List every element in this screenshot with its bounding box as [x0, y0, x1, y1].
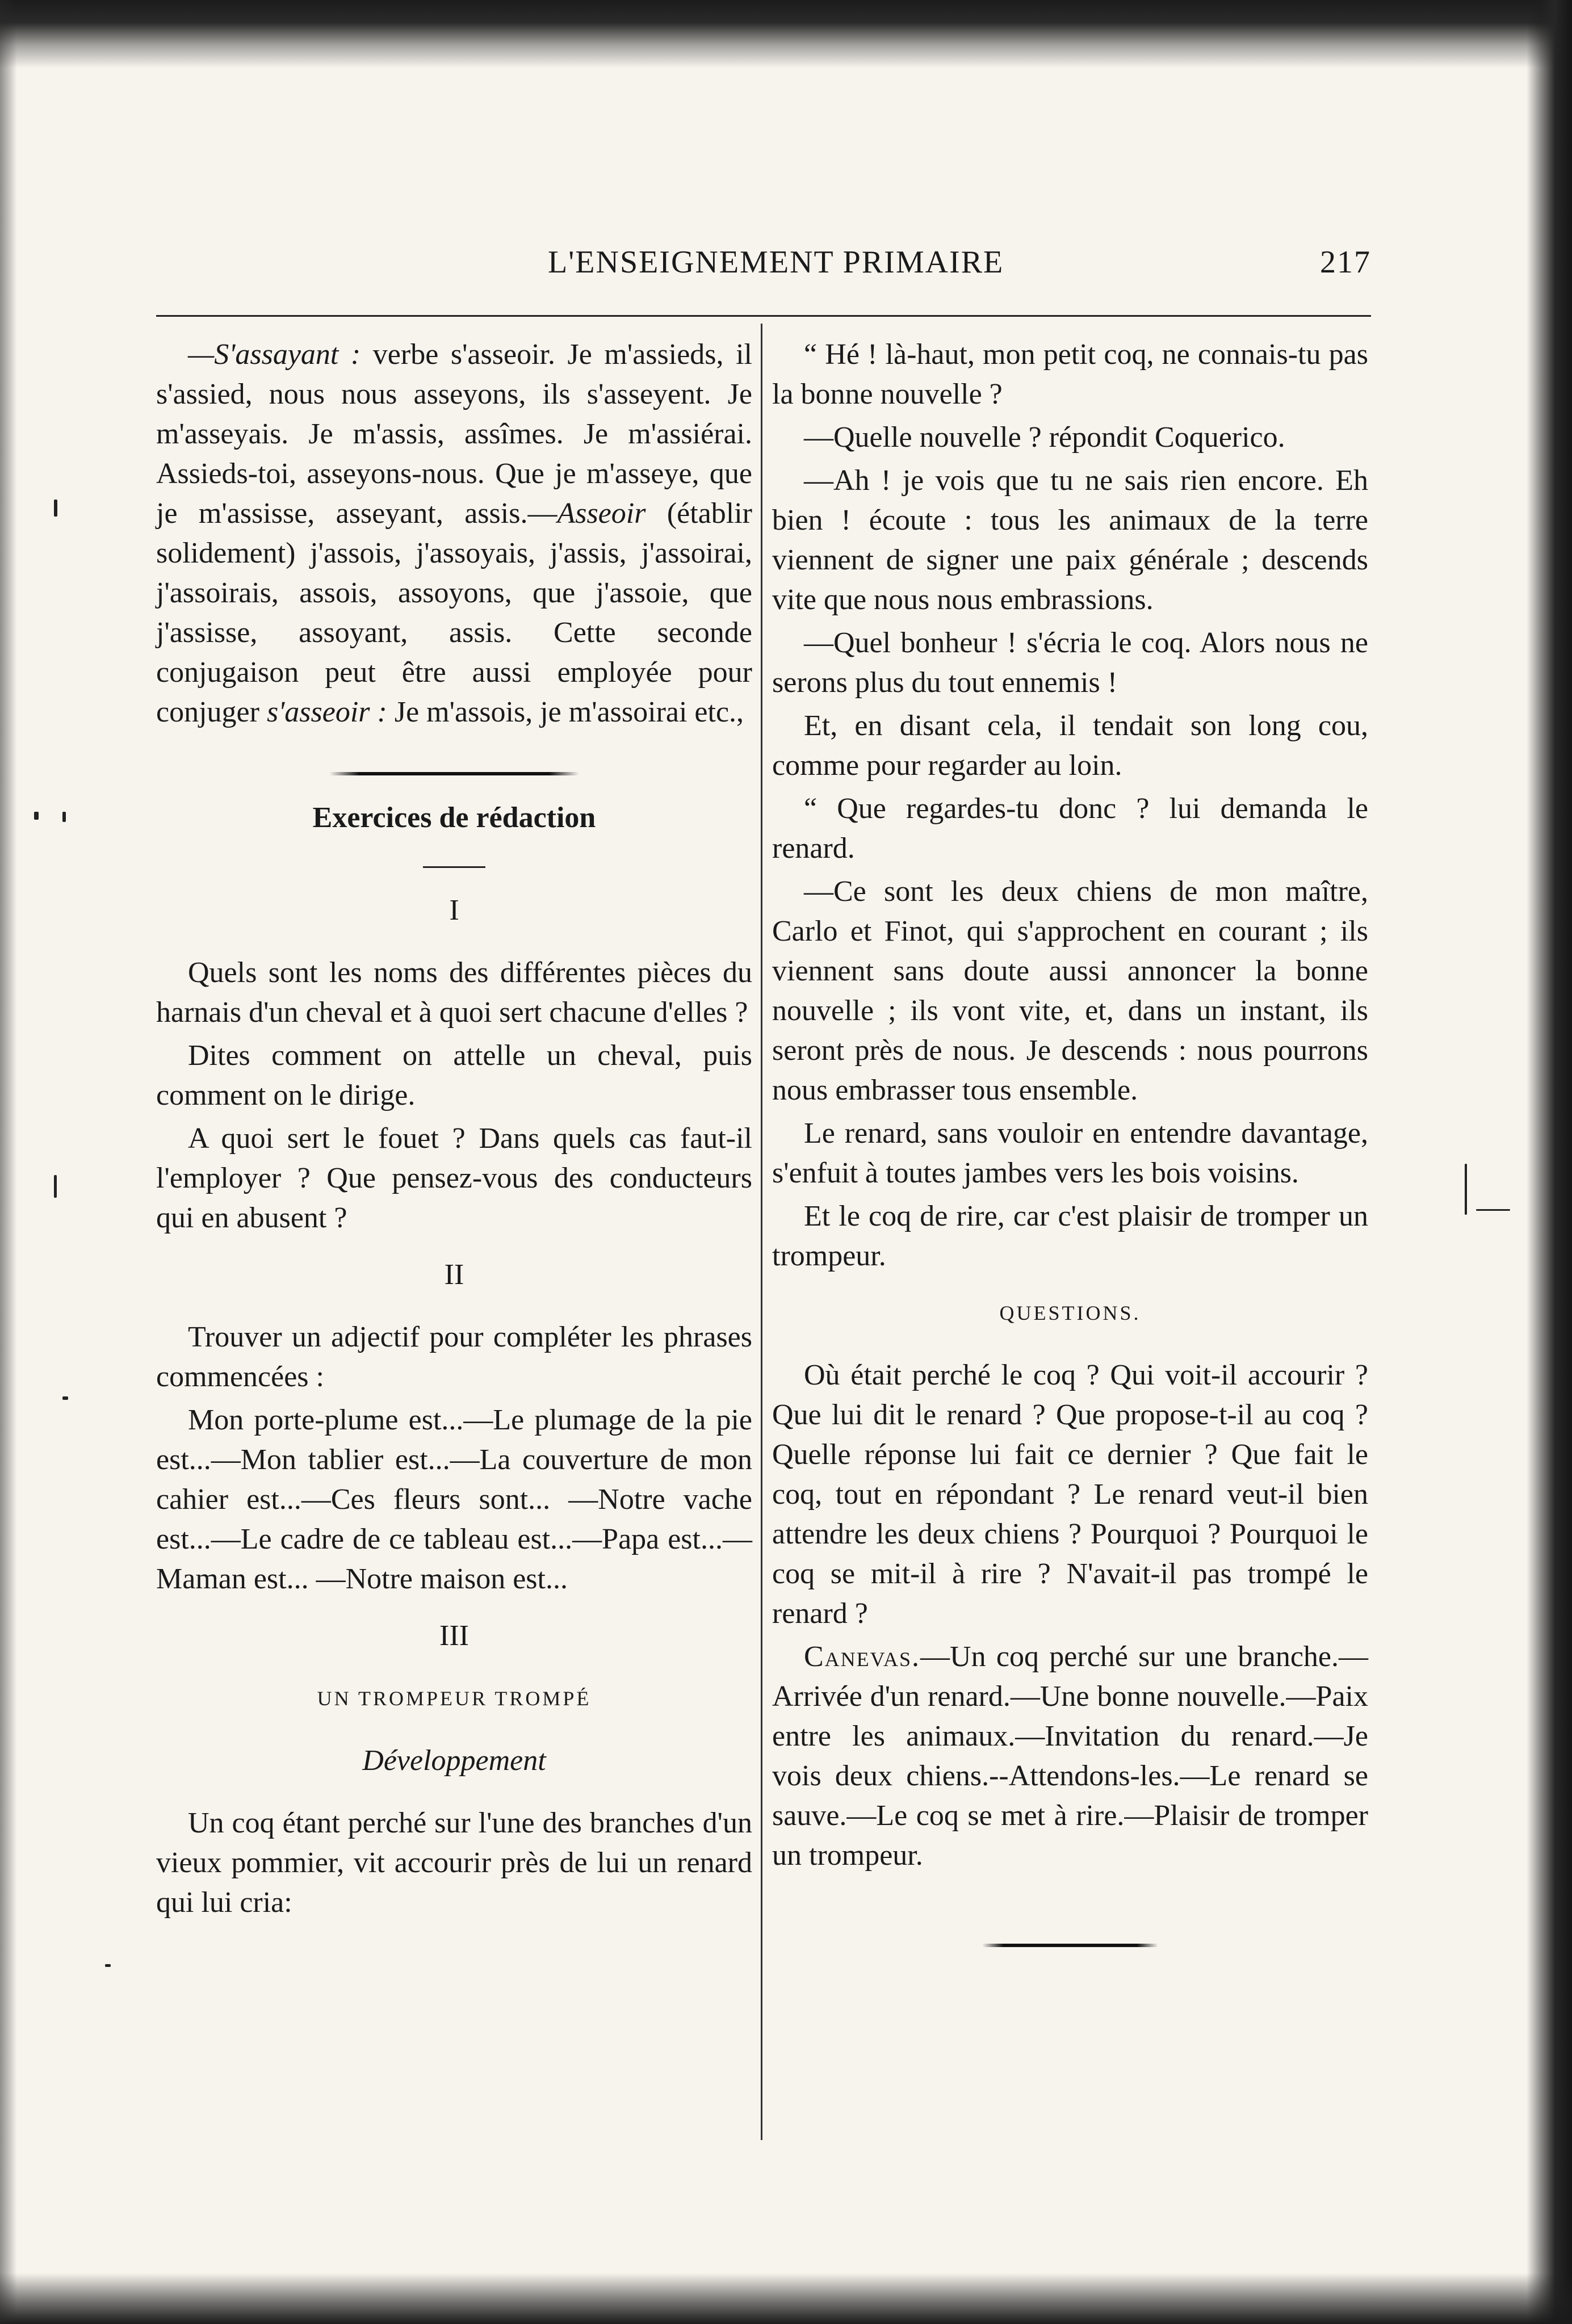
story-paragraph: —Quel bonheur ! s'écria le coq. Alors nous ne serons plus du tout ennemis ! — [772, 627, 1368, 699]
short-rule — [423, 866, 485, 868]
scan-edge-left — [0, 0, 17, 2324]
exercise-numeral-1: I — [449, 894, 459, 926]
questions-title: QUESTIONS. — [999, 1302, 1141, 1324]
exercise-1-paragraph: Quels sont les noms des différentes pièces du harnais d'un cheval et à quoi sert chacune d'elles ? — [156, 957, 752, 1029]
page-header — [156, 244, 1371, 290]
canevas-label: Canevas. — [804, 1641, 921, 1673]
column-divider — [761, 324, 762, 2140]
conjugation-paragraph — [156, 335, 752, 732]
exercise-1-paragraph: Dites comment on attelle un cheval, puis comment on le dirige. — [156, 1039, 752, 1111]
story-paragraph: “ Hé ! là-haut, mon petit coq, ne connais-tu pas la bonne nouvelle ? — [772, 338, 1368, 410]
questions-paragraph: Où était perché le coq ? Qui voit-il accourir ? Que lui dit le renard ? Que propose-t-il au coq ? Quelle réponse lui fait ce dernier ? Que fait le coq, tout en répondant ? Le renard veut-il bien attendre les deux chiens ? Pourquoi ? Pourquoi le coq se mit-il à rire ? N'avait-il pas trompé le renard ? — [772, 1359, 1368, 1630]
story-paragraph: Le renard, sans vouloir en entendre davantage, s'enfuit à toutes jambes vers les bois voisins. — [772, 1117, 1368, 1189]
conjugation-text-c: Je m'assois, je m'assoirai etc., — [387, 696, 744, 728]
scan-edge-right — [1527, 0, 1572, 2324]
canevas-paragraph — [772, 1637, 1368, 1876]
ornamental-rule — [982, 1944, 1158, 1947]
exercise-2-paragraph: Mon porte-plume est...—Le plumage de la pie est...—Mon tablier est...—La couverture de mon cahier est...—Ces fleurs sont... —Notre vache est...—Le cadre de ce tableau est...—Papa est...—Maman est... —Notre maison est... — [156, 1404, 752, 1595]
exercise-2-paragraph: Trouver un adjectif pour compléter les phrases commencées : — [156, 1321, 752, 1393]
story-title: UN TROMPEUR TROMPÉ — [317, 1687, 592, 1710]
page-number: 217 — [1320, 245, 1371, 280]
exercise-1-paragraph: A quoi sert le fouet ? Dans quels cas faut-il l'employer ? Que pensez-vous des conducteurs qui en abusent ? — [156, 1122, 752, 1234]
story-paragraph: “ Que regardes-tu donc ? lui demanda le renard. — [772, 792, 1368, 865]
story-subtitle: Développement — [362, 1744, 546, 1777]
right-column — [772, 335, 1368, 1970]
canevas-text: —Un coq perché sur une branche.—Arrivée d'un renard.—Une bonne nouvelle.—Paix entre les animaux.—Invitation du renard.—Je vois deux chiens.--Attendons-les.—Le renard se sauve.—Le coq se met à rire.—Plaisir de tromper un trompeur. — [772, 1641, 1368, 1872]
term-asseoir: Asseoir — [557, 497, 646, 530]
header-rule — [156, 315, 1371, 317]
left-column — [156, 335, 752, 1926]
running-title: L'ENSEIGNEMENT PRIMAIRE — [548, 245, 1004, 280]
section-title: Exercices de rédaction — [312, 802, 596, 834]
exercise-numeral-3: III — [439, 1620, 469, 1652]
term-sassayant: —S'assayant : — [188, 338, 361, 371]
story-paragraph: Un coq étant perché sur l'une des branches d'un vieux pommier, vit accourir près de lui un renard qui lui cria: — [156, 1807, 752, 1919]
story-paragraph: —Ah ! je vois que tu ne sais rien encore. Eh bien ! écoute : tous les animaux de la terre viennent de signer une paix générale ; descends vite que nous nous embrassions. — [772, 464, 1368, 616]
story-paragraph: —Quelle nouvelle ? répondit Coquerico. — [804, 421, 1285, 454]
ornamental-rule — [329, 772, 579, 775]
scan-edge-top — [0, 0, 1572, 68]
story-paragraph: Et, en disant cela, il tendait son long cou, comme pour regarder au loin. — [772, 710, 1368, 782]
scan-edge-bottom — [0, 2273, 1572, 2324]
exercise-numeral-2: II — [444, 1259, 464, 1291]
story-paragraph: Et le coq de rire, car c'est plaisir de tromper un trompeur. — [772, 1200, 1368, 1272]
story-paragraph: —Ce sont les deux chiens de mon maître, Carlo et Finot, qui s'approchent en courant ; ils viennent sans doute aussi annoncer la bonne nouvelle ; ils vont vite, et, dans un instant, ils seront près de nous. Je descends : nous pourrons nous embrasser tous ensemble. — [772, 875, 1368, 1106]
term-sasseoir: s'asseoir : — [266, 696, 387, 728]
conjugation-text-b: (établir solidement) j'assois, j'assoyais, j'assis, j'assoirai, j'assoirais, assois, assoyons, que j'assoie, que j'assisse, assoyant, assis. Cette seconde conjugaison peut être aussi employée pour conjuger — [156, 497, 752, 728]
conjugation-text-a: verbe s'asseoir. Je m'assieds, il s'assied, nous nous asseyons, ils s'asseyent. Je m'asseyais. Je m'assis, assîmes. Je m'assiérai. Assieds-toi, asseyons-nous. Que je m'asseye, que je m'assisse, asseyant, assis.— — [156, 338, 752, 530]
